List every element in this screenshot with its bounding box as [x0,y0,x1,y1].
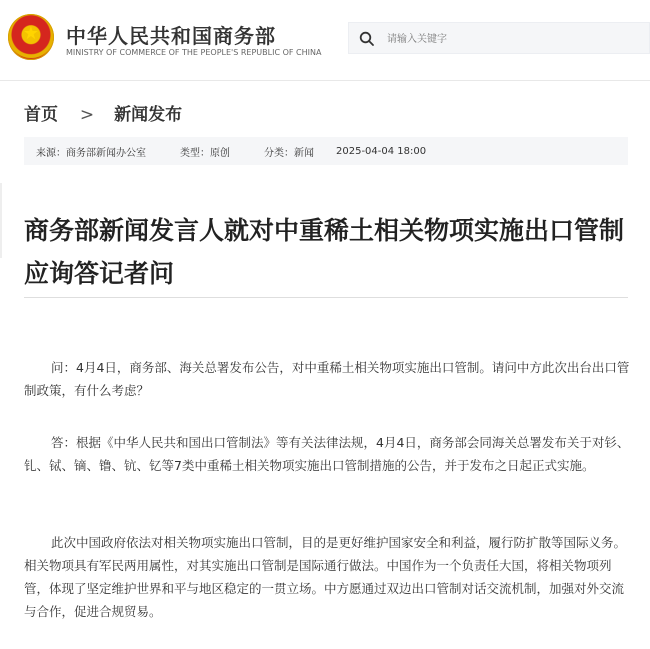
breadcrumb-separator: > [79,105,95,125]
article-source: 来源：商务部新闻办公室 [36,147,146,159]
article-meta-bar [24,137,628,165]
site-title[interactable]: 中华人民共和国商务部 [66,24,276,48]
article-category: 分类：新闻 [264,147,314,159]
site-header [0,0,650,78]
title-divider [24,297,628,298]
article-date: 2025-04-04 18:00 [336,145,427,157]
breadcrumb [24,100,183,125]
breadcrumb-current-link[interactable]: 新闻发布 [114,105,183,125]
article-page [0,81,650,649]
article-type: 类型：原创 [180,147,230,159]
article-paragraph-explanation: 此次中国政府依法对相关物项实施出口管制，目的是更好维护国家安全和利益，履行防扩散等国际义务。相关物项具有军民两用属性，对其实施出口管制是国际通行做法。中国作为一个负责任大国，将相关物项列管，体现了坚定维护世界和平与地区稳定的一贯立场。中方愿通过双边出口管制对话交流机制，加强对外交流与合作，促进合规贸易。 [24,534,627,619]
site-subtitle: MINISTRY OF COMMERCE OF THE PEOPLE'S REPUBLIC OF CHINA [66,48,322,57]
search-input[interactable] [385,29,644,49]
article-title: 商务部新闻发言人就对中重稀土相关物项实施出口管制应询答记者问 [24,215,625,288]
national-emblem-icon[interactable] [8,14,54,60]
article-paragraph-question: 问：4月4日，商务部、海关总署发布公告，对中重稀土相关物项实施出口管制。请问中方此次出台出口管制政策，有什么考虑？ [24,359,630,398]
breadcrumb-home-link[interactable]: 首页 [24,105,58,125]
article-paragraph-answer: 答：根据《中华人民共和国出口管制法》等有关法律法规，4月4日，商务部会同海关总署发布关于对钐、钆、铽、镝、镥、钪、钇等7类中重稀土相关物项实施出口管制措施的公告，并于发布之日起正式实施。 [24,434,630,473]
left-side-rule [0,183,2,258]
search-icon[interactable] [359,31,375,47]
search-box[interactable] [348,22,650,54]
star-icon: ★ [22,23,40,44]
